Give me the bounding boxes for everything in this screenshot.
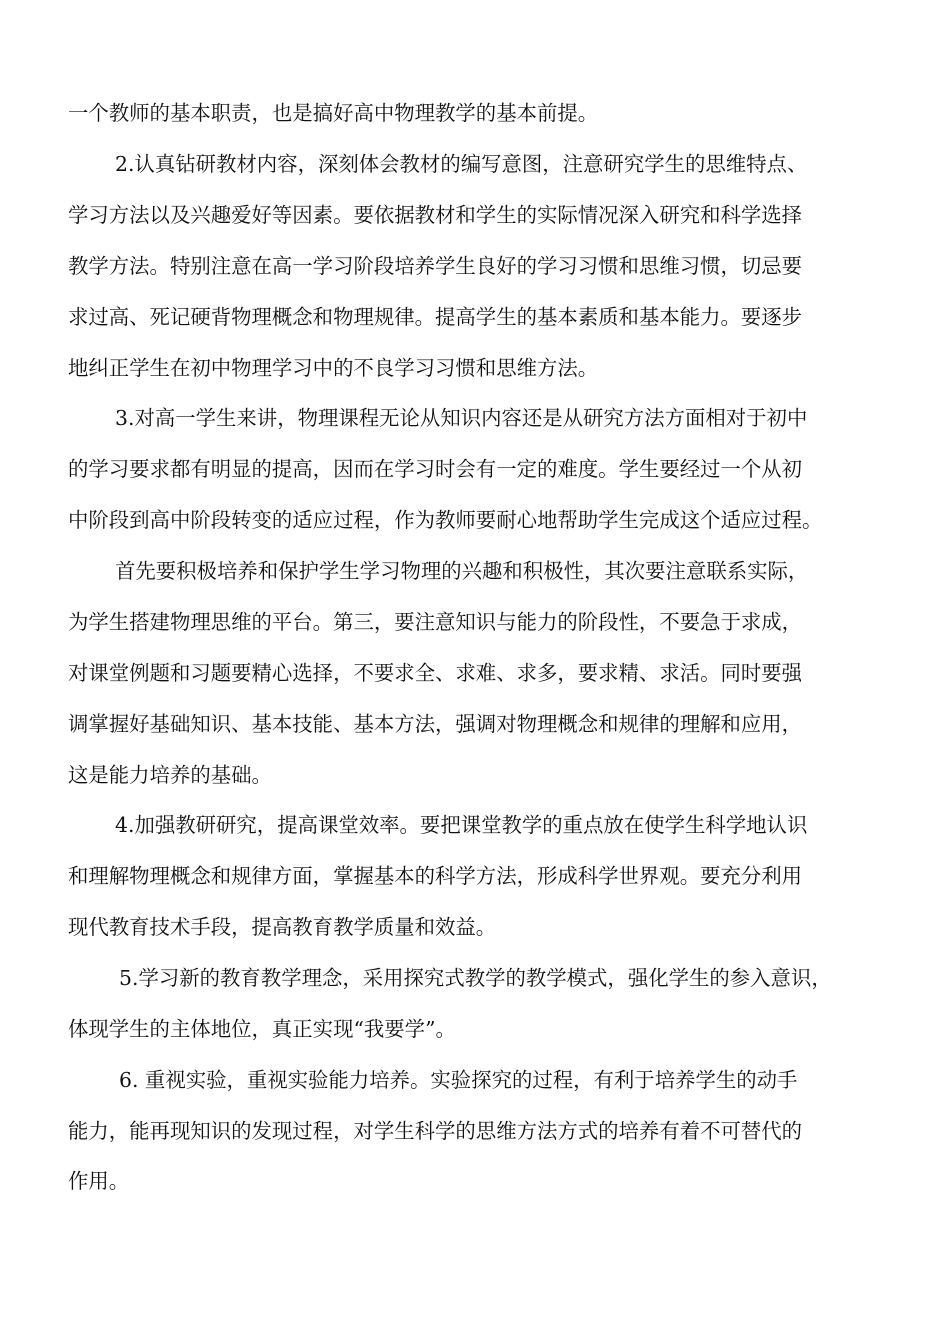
text-line: 对课堂例题和习题要精心选择，不要求全、求难、求多，要求精、求活。同时要强: [68, 661, 803, 685]
text-line: 2.认真钻研教材内容，深刻体会教材的编写意图，注意研究学生的思维特点、: [115, 152, 808, 176]
text-line: 5.学习新的教育教学理念，采用探究式教学的教学模式，强化学生的参入意识，: [119, 966, 832, 990]
text-line: 现代教育技术手段，提高教育教学质量和效益。: [68, 915, 497, 939]
text-line: 为学生搭建物理思维的平台。第三，要注意知识与能力的阶段性，不要急于求成，: [68, 610, 803, 634]
text-line: 首先要积极培养和保护学生学习物理的兴趣和积极性，其次要注意联系实际，: [115, 559, 809, 583]
text-line: 这是能力培养的基础。: [68, 763, 272, 787]
text-line: 学习方法以及兴趣爱好等因素。要依据教材和学生的实际情况深入研究和科学选择: [68, 203, 803, 227]
text-line: 调掌握好基础知识、基本技能、基本方法，强调对物理概念和规律的理解和应用，: [68, 712, 803, 736]
text-line: 体现学生的主体地位，真正实现“我要学”。: [68, 1017, 456, 1041]
text-line: 一个教师的基本职责，也是搞好高中物理教学的基本前提。: [68, 101, 599, 125]
text-line: 能力，能再现知识的发现过程，对学生科学的思维方法方式的培养有着不可替代的: [68, 1119, 803, 1143]
text-line: 中阶段到高中阶段转变的适应过程，作为教师要耐心地帮助学生完成这个适应过程。: [68, 508, 823, 532]
text-line: 4.加强教研研究，提高课堂效率。要把课堂教学的重点放在使学生科学地认识: [115, 813, 808, 837]
text-line: 6. 重视实验，重视实验能力培养。实验探究的过程，有利于培养学生的动手: [119, 1068, 798, 1092]
text-line: 的学习要求都有明显的提高，因而在学习时会有一定的难度。学生要经过一个从初: [68, 457, 803, 481]
text-line: 教学方法。特别注意在高一学习阶段培养学生良好的学习习惯和思维习惯，切忌要: [68, 254, 803, 278]
text-line: 和理解物理概念和规律方面，掌握基本的科学方法，形成科学世界观。要充分利用: [68, 864, 803, 888]
text-line: 求过高、死记硬背物理概念和物理规律。提高学生的基本素质和基本能力。要逐步: [68, 305, 803, 329]
text-line: 3.对高一学生来讲，物理课程无论从知识内容还是从研究方法方面相对于初中: [115, 406, 808, 430]
text-line: 地纠正学生在初中物理学习中的不良学习习惯和思维方法。: [68, 356, 599, 380]
text-line: 作用。: [68, 1169, 130, 1193]
